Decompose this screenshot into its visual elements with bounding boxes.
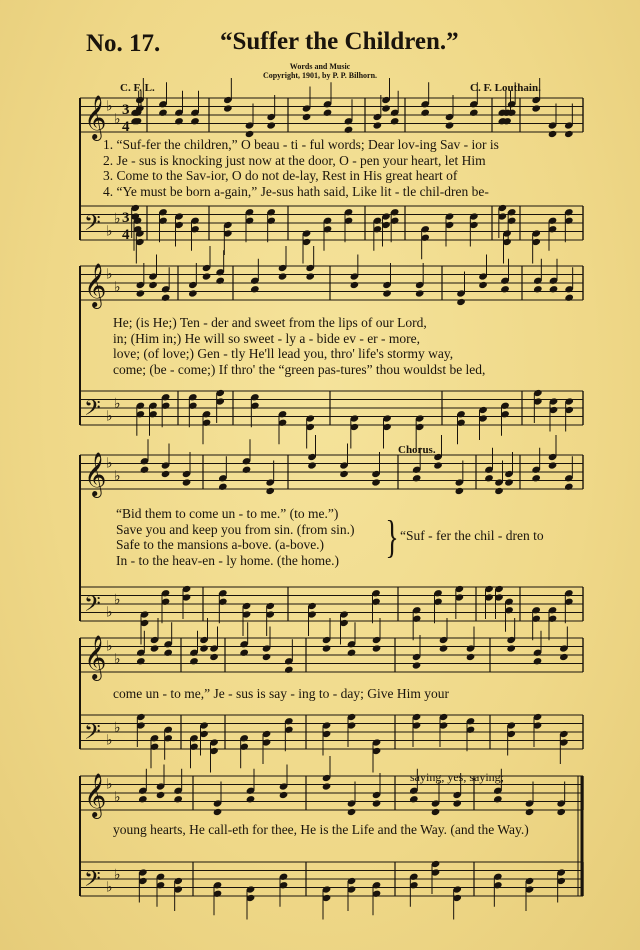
- saying-annotation: saying, yes, saying;: [410, 770, 504, 784]
- treble-clef: 𝄞: [84, 95, 107, 139]
- verse-3-line: 3. Come to the Sav-ior, O do not de-lay, Rest in His great heart of: [103, 168, 458, 183]
- note-head: [531, 104, 541, 112]
- flat-sign: ♭: [106, 408, 113, 425]
- note-head: [302, 113, 312, 121]
- credit-line-words-music: Words and Music: [289, 62, 351, 71]
- note-head: [246, 795, 256, 803]
- note-head: [409, 795, 419, 803]
- note-head: [564, 483, 574, 491]
- note-head: [190, 117, 200, 125]
- note-head: [439, 644, 449, 652]
- flat-sign: ♭: [114, 866, 121, 883]
- verse-4-line: In - to the heav-en - ly home. (the home.): [116, 552, 340, 568]
- note-head: [445, 121, 455, 129]
- flat-sign: ♭: [106, 776, 113, 793]
- lyricist-initials: C. F. L.: [120, 82, 155, 94]
- note-head: [189, 657, 199, 665]
- note-head: [307, 461, 317, 469]
- bass-clef: 𝄢: [84, 396, 101, 426]
- flat-sign: ♭: [106, 98, 113, 115]
- flat-sign: ♭: [114, 279, 121, 296]
- note-head: [209, 653, 219, 661]
- flat-sign: ♭: [106, 266, 113, 283]
- bass-clef: 𝄢: [84, 592, 101, 622]
- note-head: [161, 470, 171, 478]
- composer-name: C. F. Louthain.: [470, 82, 541, 94]
- flat-sign: ♭: [114, 651, 121, 668]
- note-head: [265, 487, 275, 495]
- note-head: [218, 483, 228, 491]
- note-head: [305, 272, 315, 280]
- hymn-title: “Suffer the Children.”: [220, 28, 459, 55]
- bass-clef: 𝄢: [84, 867, 101, 897]
- note-head: [559, 653, 569, 661]
- flat-sign: ♭: [114, 468, 121, 485]
- bass-clef: 𝄢: [84, 211, 101, 241]
- note-head: [161, 294, 171, 302]
- note-head: [456, 298, 466, 306]
- flat-sign: ♭: [106, 732, 113, 749]
- note-head: [188, 289, 198, 297]
- note-head: [215, 277, 225, 285]
- verse-1-line: 1. “Suf-fer the children,” O beau - ti - ful words; Dear lov-ing Sav - ior is: [103, 137, 499, 152]
- note-head: [433, 461, 443, 469]
- flat-sign: ♭: [114, 111, 121, 128]
- treble-clef: 𝄞: [84, 452, 107, 496]
- note-head: [158, 109, 168, 117]
- verse-2-line: in; (Him in;) He will so sweet - ly a - bide ev - er - more,: [113, 330, 421, 346]
- treble-clef: 𝄞: [84, 635, 107, 679]
- note-head: [339, 470, 349, 478]
- note-head: [347, 808, 357, 816]
- note-head: [322, 644, 332, 652]
- note-head: [478, 281, 488, 289]
- verse-3-line: Safe to the mansions a-bove. (a-bove.): [116, 537, 325, 552]
- note-head: [412, 474, 422, 482]
- note-head: [344, 126, 354, 134]
- note-head: [138, 795, 148, 803]
- note-head: [373, 121, 383, 129]
- flat-sign: ♭: [106, 879, 113, 896]
- note-head: [420, 109, 430, 117]
- note-head: [500, 285, 510, 293]
- chorus-refrain: “Suf - fer the chil - dren to: [400, 528, 544, 543]
- flat-sign: ♭: [114, 789, 121, 806]
- treble-clef: 𝄞: [84, 773, 107, 817]
- note-head: [182, 478, 192, 486]
- note-head: [466, 653, 476, 661]
- note-head: [431, 808, 441, 816]
- time-signature: 4: [122, 227, 130, 243]
- system-1-lyrics: [103, 137, 499, 199]
- note-head: [199, 644, 209, 652]
- verse-brace: }: [385, 511, 399, 562]
- note-head: [140, 466, 150, 474]
- note-head: [223, 104, 233, 112]
- note-head: [533, 657, 543, 665]
- time-signature: 4: [122, 119, 130, 135]
- verse-3-line: love; (of love;) Gen - tly He'll lead you, thro' life's stormy way,: [113, 346, 454, 361]
- flat-sign: ♭: [114, 210, 121, 227]
- time-signature: 3: [122, 102, 130, 118]
- note-head: [382, 289, 392, 297]
- treble-clef: 𝄞: [84, 263, 107, 307]
- note-head: [556, 808, 566, 816]
- note-head: [381, 104, 391, 112]
- note-head: [278, 272, 288, 280]
- credit-line-copyright: Copyright, 1901, by P. P. Bilhorn.: [262, 71, 378, 80]
- note-head: [242, 466, 252, 474]
- note-head: [266, 121, 276, 129]
- note-head: [455, 487, 465, 495]
- note-head: [239, 649, 249, 657]
- note-head: [390, 117, 400, 125]
- note-head: [564, 130, 574, 138]
- system-4-lyrics: come un - to me,” Je - sus is say - ing to - day; Give Him your: [113, 686, 449, 701]
- note-head: [371, 478, 381, 486]
- flat-sign: ♭: [106, 223, 113, 240]
- note-head: [415, 289, 425, 297]
- flat-sign: ♭: [106, 638, 113, 655]
- system-3-lyrics: [116, 506, 354, 568]
- note-head: [494, 487, 504, 495]
- note-head: [150, 644, 160, 652]
- note-head: [322, 782, 332, 790]
- note-head: [372, 644, 382, 652]
- note-head: [531, 474, 541, 482]
- note-head: [323, 109, 333, 117]
- note-head: [469, 109, 479, 117]
- flat-sign: ♭: [114, 395, 121, 412]
- note-head: [163, 649, 173, 657]
- hymn-number: No. 17.: [86, 30, 161, 57]
- note-head: [156, 791, 166, 799]
- verse-1-line: He; (is He;) Ten - der and sweet from the lips of our Lord,: [113, 315, 427, 330]
- note-head: [372, 799, 382, 807]
- verse-2-line: 2. Je - sus is knocking just now at the door, O - pen your heart, let Him: [103, 152, 486, 168]
- note-head: [504, 478, 514, 486]
- flat-sign: ♭: [106, 604, 113, 621]
- note-head: [506, 644, 516, 652]
- note-head: [525, 808, 535, 816]
- verse-4-line: 4. “Ye must be born a-gain,” Je-sus hath said, Like lit - tle chil-dren be-: [103, 183, 489, 199]
- note-head: [174, 117, 184, 125]
- note-head: [279, 791, 289, 799]
- note-head: [347, 649, 357, 657]
- note-head: [549, 285, 559, 293]
- verse-4-line: come; (be - come;) If thro' the “green pas-tures” thou wouldst be led,: [113, 361, 486, 377]
- note-head: [262, 653, 272, 661]
- system-2-lyrics: [113, 315, 485, 377]
- time-signature: 3: [122, 210, 130, 226]
- system-5-lyrics: young hearts, He call-eth for thee, He is the Life and the Way. (and the Way.): [113, 822, 529, 837]
- note-head: [173, 795, 183, 803]
- note-head: [493, 795, 503, 803]
- note-head: [484, 474, 494, 482]
- verse-1-line: “Bid them to come un - to me.” (to me.”): [116, 506, 339, 521]
- flat-sign: ♭: [114, 591, 121, 608]
- note-head: [136, 289, 146, 297]
- note-head: [548, 461, 558, 469]
- note-head: [202, 272, 212, 280]
- note-head: [250, 285, 260, 293]
- note-head: [350, 281, 360, 289]
- note-head: [213, 808, 223, 816]
- note-head: [136, 657, 146, 665]
- bass-clef: 𝄢: [84, 720, 101, 750]
- note-head: [148, 281, 158, 289]
- chorus-label: Chorus.: [398, 444, 436, 456]
- note-head: [412, 661, 422, 669]
- flat-sign: ♭: [114, 719, 121, 736]
- note-head: [548, 130, 558, 138]
- note-head: [284, 666, 294, 674]
- flat-sign: ♭: [106, 455, 113, 472]
- verse-2-line: Save you and keep you from sin. (from sin.): [116, 521, 355, 537]
- note-head: [533, 285, 543, 293]
- note-head: [452, 799, 462, 807]
- note-head: [564, 294, 574, 302]
